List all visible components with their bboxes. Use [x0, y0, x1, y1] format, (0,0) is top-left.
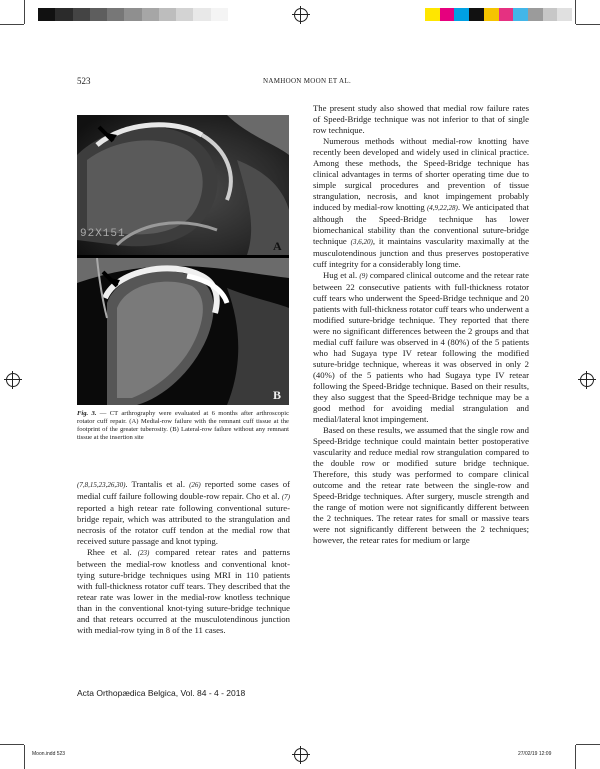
text-run: reported some cases of medial cuff failure following double-row repair. Cho et al. [77, 479, 290, 501]
ct-image-b [77, 258, 289, 405]
color-swatch [176, 8, 193, 21]
color-swatch [543, 8, 558, 21]
color-swatch [193, 8, 210, 21]
crop-mark [0, 744, 24, 745]
paragraph [313, 136, 529, 270]
color-swatch [38, 8, 55, 21]
figure-panel-a [77, 115, 289, 255]
file-slug: Moon.indd 523 [32, 751, 66, 757]
left-column [77, 479, 290, 636]
color-swatch [440, 8, 455, 21]
crop-mark [576, 24, 600, 25]
color-swatch [55, 8, 72, 21]
registration-mark-icon [6, 373, 20, 387]
crop-mark [24, 0, 25, 24]
color-swatch [528, 8, 543, 21]
text-run: . We anticipated that although the Speed-Bridge technique has lower biomechanical stability than the conventional suture-bridge technique [313, 202, 529, 246]
grayscale-color-bar [38, 8, 228, 21]
image-overlay-code: 92X151 [80, 228, 126, 240]
paragraph [313, 270, 529, 425]
color-swatch [454, 8, 469, 21]
crop-mark [575, 745, 576, 769]
running-head: NAMHOON MOON ET AL. [263, 77, 352, 85]
color-swatch [142, 8, 159, 21]
color-swatch [469, 8, 484, 21]
text-run: Hug et al. [323, 270, 360, 280]
cmyk-color-bar [425, 8, 572, 21]
citation: (9) [359, 272, 368, 280]
print-timestamp: 27/02/19 12:09 [518, 751, 552, 757]
citation: (4,9,22,28) [426, 204, 458, 212]
color-swatch [73, 8, 90, 21]
color-swatch [124, 8, 141, 21]
color-swatch [425, 8, 440, 21]
color-swatch [499, 8, 514, 21]
registration-mark-icon [294, 8, 308, 22]
citation: (3,6,20) [350, 238, 373, 246]
text-run: Rhee et al. [87, 547, 138, 557]
text-run: reported a high retear rate following conventional suture-bridge repair, which was attributed to the strangulation and necrosis of the rotator cuff tendon at the medial row that received suture passage and knot typing. [77, 503, 290, 546]
registration-mark-icon [294, 748, 308, 762]
crop-mark [576, 744, 600, 745]
journal-footer: Acta Orthopædica Belgica, Vol. 84 - 4 - 2018 [77, 688, 246, 698]
color-swatch [484, 8, 499, 21]
paragraph [77, 479, 290, 547]
citation: (7) [281, 493, 290, 501]
right-column [313, 103, 529, 546]
color-swatch [557, 8, 572, 21]
citation: (23) [137, 549, 150, 557]
panel-label-b: B [273, 388, 282, 402]
crop-mark [0, 24, 24, 25]
figure-panel-b [77, 258, 289, 405]
page-number: 523 [77, 76, 91, 86]
citation: (7,8,15,23,26,30) [77, 481, 126, 489]
registration-mark-icon [580, 373, 594, 387]
figure-caption [77, 410, 289, 442]
caption-label: Fig. 3. [77, 410, 97, 417]
color-swatch [107, 8, 124, 21]
text-run: , it maintains vascularity maximally at the musculotendinous junction and thus preserves postoperative cuff integrity for a considerably long time. [313, 236, 529, 269]
color-swatch [159, 8, 176, 21]
text-run: . Trantalis et al. [125, 479, 190, 489]
color-swatch [513, 8, 528, 21]
paragraph [77, 547, 290, 636]
color-swatch [90, 8, 107, 21]
crop-mark [575, 0, 576, 24]
color-swatch [211, 8, 228, 21]
text-run: compared clinical outcome and the retear rate between 22 consecutive patients with full-thickness rotator cuff tears who underwent the Speed-Bridge technique and 20 patients with full-thickness rotator cuff tears who underwent a modified suture-bridge technique. They reported that there were no significant differences between the 2 groups and that medial cuff failure was observed in 4 (80%) of the 5 patients who had Sugaya type IV retear following the modified suture-bridge technique, whereas it was observed in only 2 (40%) of the 5 patients who had Sugaya type IV retear following the Speed-Bridge technique. Based on their results, they also suggest that the Speed-Bridge technique may be a good method for avoiding medial strangulation and medial/lateral knot impingement. [313, 270, 529, 424]
caption-text: — CT arthrography were evaluated at 6 months after arthroscopic rotator cuff repair. (A) Medial-row failure with the remnant cuff tissue at the footprint of the greater tuberosity. (B) Lateral-row failure without any remnant tissue at the insertion site [77, 410, 289, 441]
crop-mark [24, 745, 25, 769]
text-run: compared retear rates and patterns between the medial-row knotless and conventional knot-tying suture-bridge techniques using MRI in 110 patients with full-thickness rotator cuff tears. They described that the retear rate was lower in the medial-row knotless technique than in the conventional knot-tying suture-bridge technique and that retears occurred at the musculotendinous junction with medial-row tying in 8 of the 11 cases. [77, 547, 291, 635]
figure-ct-arthrography [77, 115, 289, 405]
text-run: Numerous methods without medial-row knotting have recently been developed and widely used in clinical practice. Among these methods, the Speed-Bridge technique has clinical advantages in terms of shorter operating time due to simple surgical procedures and prevention of tissue strangulation, necrosis, and knot impingement probably induced by medial-row knotting [313, 136, 529, 212]
citation: (26) [189, 481, 201, 489]
paragraph: The present study also showed that medial row failure rates of Speed-Bridge technique was not inferior to that of single row technique. [313, 103, 529, 135]
paragraph: Based on these results, we assumed that the single row and Speed-Bridge technique could maintain better postoperative vascularity and reduce medial row strangulation compared to the double row or modified suture bridge technique. Therefore, this study was performed to compare clinical outcome and the retear rate between the single-row and Speed-Bridge techniques. After surgery, muscle strength and the range of motion were not significantly different between the 2 techniques. The retear rates for small or massive tears were not significantly different between the 2 techniques; however, the retear rates for medium or large [313, 425, 529, 545]
panel-label-a: A [273, 239, 282, 253]
